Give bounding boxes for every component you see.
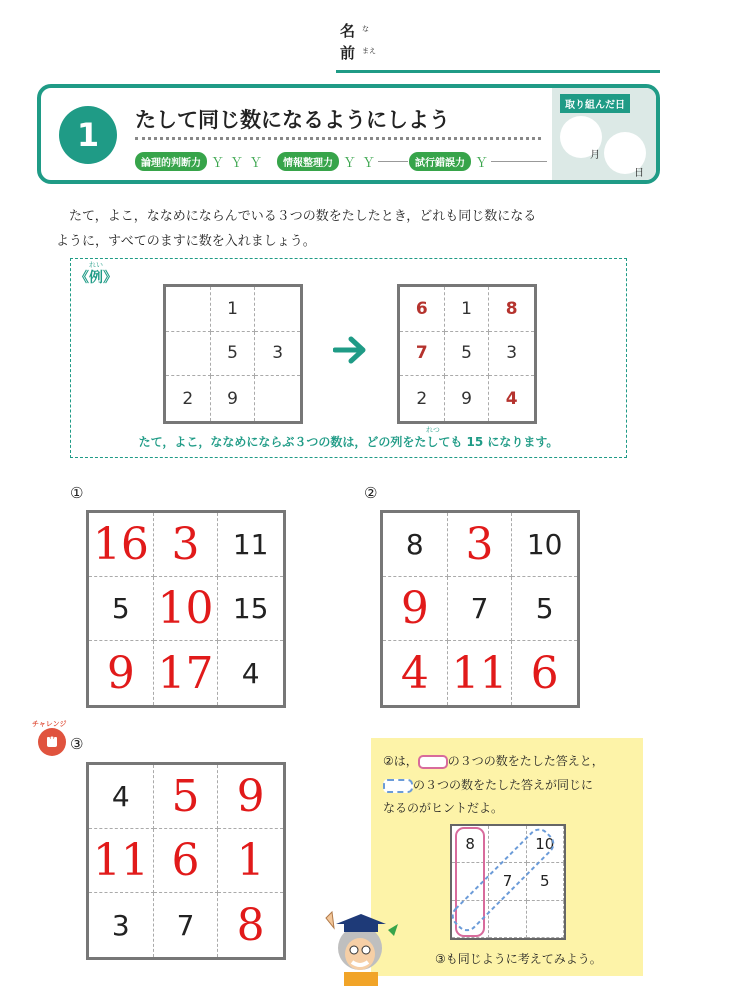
grid-cell[interactable]: 8 xyxy=(383,513,448,577)
grid-cell[interactable] xyxy=(255,376,300,421)
date-panel xyxy=(552,88,656,180)
grid-cell[interactable]: 3 xyxy=(489,332,534,377)
grid-cell[interactable] xyxy=(255,287,300,332)
day-label: 日 xyxy=(634,168,644,179)
instruction xyxy=(56,204,656,254)
name-kanji-1: 名 xyxy=(340,22,356,40)
grid-cell[interactable]: 7 xyxy=(400,332,445,377)
example-label: 《例》 xyxy=(75,270,117,286)
grid-cell[interactable]: 9 xyxy=(211,376,256,421)
grid-cell[interactable]: 4 xyxy=(89,765,154,829)
sprout-icon: Ｙ Ｙ xyxy=(343,156,377,171)
hint-box xyxy=(371,738,643,976)
lesson-title: たして同じ数になるようにしよう xyxy=(135,108,450,132)
skill-info xyxy=(277,152,408,171)
grid-cell[interactable]: 5 xyxy=(154,765,219,829)
professor-character-icon xyxy=(318,910,404,986)
grid-cell[interactable]: 6 xyxy=(400,287,445,332)
grid-cell[interactable]: 3 xyxy=(255,332,300,377)
grid-cell[interactable]: 5 xyxy=(527,863,564,900)
arrow-right-icon xyxy=(333,335,369,365)
grid-cell[interactable]: 16 xyxy=(89,513,154,577)
grid-cell[interactable]: 8 xyxy=(489,287,534,332)
grid-cell[interactable]: 5 xyxy=(512,577,577,641)
name-ruby-1: な xyxy=(362,25,369,33)
fist-icon xyxy=(38,728,66,756)
grid-cell[interactable]: 4 xyxy=(241,656,260,690)
skill-empty-line xyxy=(491,161,547,162)
name-area xyxy=(336,18,660,76)
pink-outline-sample xyxy=(418,755,448,769)
grid-cell[interactable]: 5 xyxy=(445,332,490,377)
problem-2-grid xyxy=(380,510,580,708)
name-write-line[interactable] xyxy=(336,70,660,73)
skill-label: 論理的判断力 xyxy=(135,152,207,171)
challenge-label: チャレンジ xyxy=(32,720,67,728)
grid-cell[interactable]: 4 xyxy=(383,641,448,705)
grid-cell[interactable]: 17 xyxy=(154,641,219,705)
skill-label: 情報整理力 xyxy=(277,152,339,171)
grid-cell[interactable]: 1 xyxy=(445,287,490,332)
example-caption: たて，よこ，ななめにならぶ３つの数は，どの列をたしても 15 になります。 xyxy=(138,435,559,449)
grid-cell[interactable]: 9 xyxy=(445,376,490,421)
grid-cell[interactable]: 3 xyxy=(448,513,513,577)
hint-line-3: なるのがヒントだよ。 xyxy=(383,801,504,815)
grid-cell[interactable]: 11 xyxy=(218,513,283,577)
example-box xyxy=(70,258,627,458)
problem-2-label: ② xyxy=(364,484,378,502)
skill-logic xyxy=(135,152,263,171)
grid-cell[interactable]: 9 xyxy=(383,577,448,641)
title-divider xyxy=(135,137,541,140)
grid-cell[interactable]: 9 xyxy=(218,765,283,829)
hint-line-2 xyxy=(383,776,593,793)
grid-cell[interactable]: 10 xyxy=(527,826,564,863)
grid-cell[interactable]: 5 xyxy=(211,332,256,377)
blue-dashed-sample xyxy=(383,779,413,793)
grid-cell[interactable]: 7 xyxy=(154,893,219,957)
problem-1-label: ① xyxy=(70,484,84,502)
skill-empty-line xyxy=(378,161,408,162)
grid-cell[interactable]: 15 xyxy=(218,577,283,641)
grid-cell[interactable]: 7 xyxy=(448,577,513,641)
hint-text: の３つの数をたした答えと， xyxy=(447,754,604,768)
sprout-icon: Ｙ xyxy=(475,156,490,171)
skill-label: 試行錯誤力 xyxy=(409,152,471,171)
hint-line-1 xyxy=(383,752,604,769)
grid-cell[interactable]: 2 xyxy=(400,376,445,421)
grid-cell[interactable]: 1 xyxy=(211,287,256,332)
hint-bottom-text: ③も同じように考えてみよう。 xyxy=(435,952,602,966)
sprout-icon: Ｙ Ｙ Ｙ xyxy=(211,156,264,171)
grid-cell[interactable] xyxy=(166,287,211,332)
grid-cell[interactable]: 8 xyxy=(452,826,489,863)
grid-cell[interactable]: 3 xyxy=(89,893,154,957)
grid-cell[interactable]: 2 xyxy=(166,376,211,421)
grid-cell[interactable]: 4 xyxy=(505,388,518,409)
grid-cell[interactable]: 10 xyxy=(154,577,219,641)
problem-1-grid xyxy=(86,510,286,708)
hint-highlight-overlay xyxy=(450,824,566,940)
grid-cell[interactable]: 11 xyxy=(448,641,513,705)
name-ruby-2: まえ xyxy=(362,47,376,55)
problem-3-label: ③ xyxy=(70,735,84,753)
problem-3-grid xyxy=(86,762,286,960)
lesson-header xyxy=(37,84,660,184)
example-grid-before xyxy=(163,284,303,424)
grid-cell[interactable]: 10 xyxy=(512,513,577,577)
lesson-number: 1 xyxy=(59,106,117,164)
month-label: 月 xyxy=(590,150,600,161)
skill-trial xyxy=(409,152,547,171)
grid-cell[interactable]: 7 xyxy=(489,863,526,900)
grid-cell[interactable]: 5 xyxy=(89,577,154,641)
example-grid-after xyxy=(397,284,537,424)
grid-cell[interactable]: 3 xyxy=(154,513,219,577)
grid-cell[interactable]: 9 xyxy=(89,641,154,705)
grid-cell[interactable]: 11 xyxy=(89,829,154,893)
fist-glyph xyxy=(44,734,60,750)
instruction-line-1: たて，よこ，ななめにならんでいる３つの数をたしたとき，どれも同じ数になる xyxy=(69,209,537,224)
date-label: 取り組んだ日 xyxy=(560,94,630,113)
instruction-line-2: ように，すべてのますに数を入れましょう。 xyxy=(56,234,316,249)
example-ruby: れい xyxy=(89,261,103,269)
grid-cell[interactable] xyxy=(166,332,211,377)
grid-cell[interactable]: 1 xyxy=(218,829,283,893)
grid-cell[interactable]: 6 xyxy=(154,829,219,893)
hint-text: の３つの数をたした答えが同じに xyxy=(413,778,594,792)
grid-cell[interactable]: 6 xyxy=(530,647,559,699)
caption-ruby: れつ xyxy=(426,426,440,434)
hint-text: ②は， xyxy=(383,754,418,768)
grid-cell[interactable]: 8 xyxy=(236,899,265,951)
name-kanji-2: 前 xyxy=(340,44,356,62)
